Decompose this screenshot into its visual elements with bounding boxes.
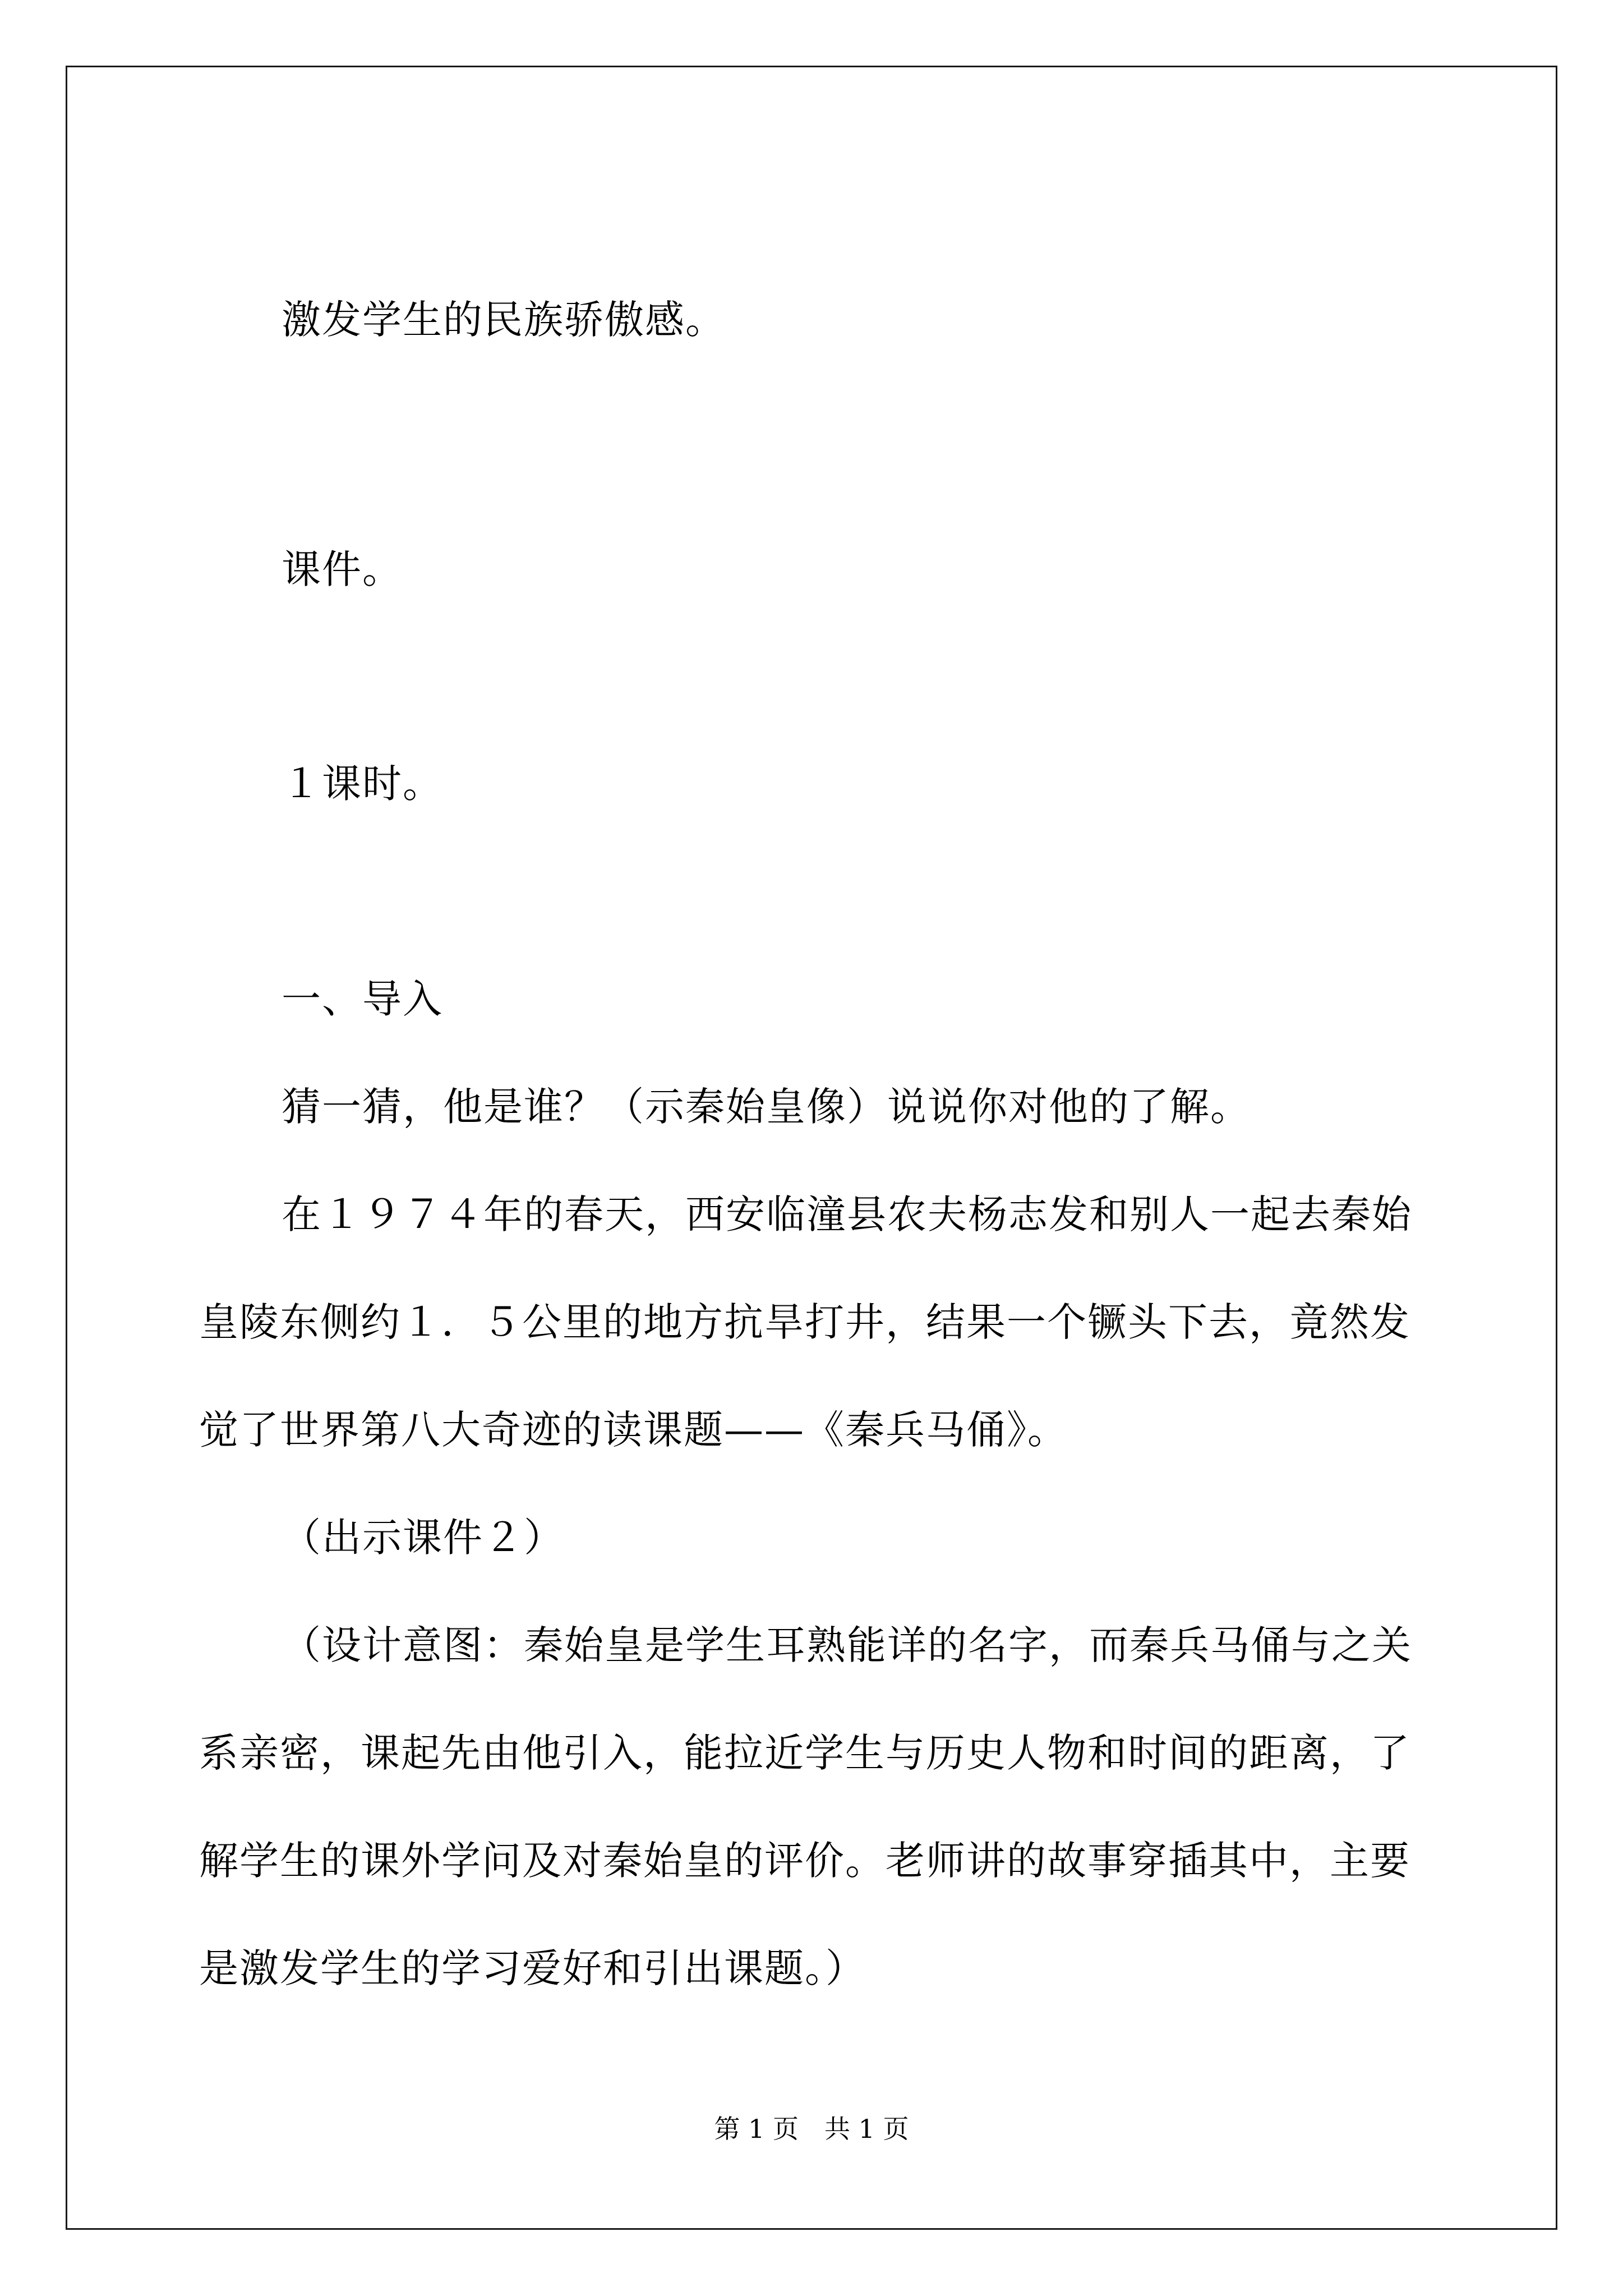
paragraph-line: 皇陵东侧约１．５公里的地方抗旱打井，结果一个镢头下去，竟然发: [199, 1299, 1410, 1345]
paragraph-line: 激发学生的民族骄傲感。: [282, 297, 726, 343]
paragraph-line: 觉了世界第八大奇迹的读课题——《秦兵马俑》。: [199, 1407, 1068, 1453]
page-footer: 第 1 页 共 1 页: [714, 2114, 909, 2144]
paragraph-line: 系亲密，课起先由他引入，能拉近学生与历史人物和时间的距离，了: [199, 1730, 1410, 1776]
section-heading: 一、导入: [282, 976, 443, 1022]
paragraph-line: 课件。: [282, 546, 403, 592]
paragraph-line: １课时。: [282, 761, 443, 807]
paragraph-line: （出示课件２）: [282, 1515, 564, 1561]
page-frame: [66, 66, 1557, 2230]
paragraph-line: （设计意图：秦始皇是学生耳熟能详的名字，而秦兵马俑与之关: [282, 1622, 1412, 1668]
paragraph-line: 是激发学生的学习爱好和引出课题。）: [199, 1945, 866, 1991]
paragraph-line: 在１９７４年的春天，西安临潼县农夫杨志发和别人一起去秦始: [282, 1191, 1412, 1237]
paragraph-line: 解学生的课外学问及对秦始皇的评价。老师讲的故事穿插其中，主要: [199, 1838, 1410, 1884]
paragraph-line: 猜一猜，他是谁？（示秦始皇像）说说你对他的了解。: [282, 1084, 1251, 1130]
